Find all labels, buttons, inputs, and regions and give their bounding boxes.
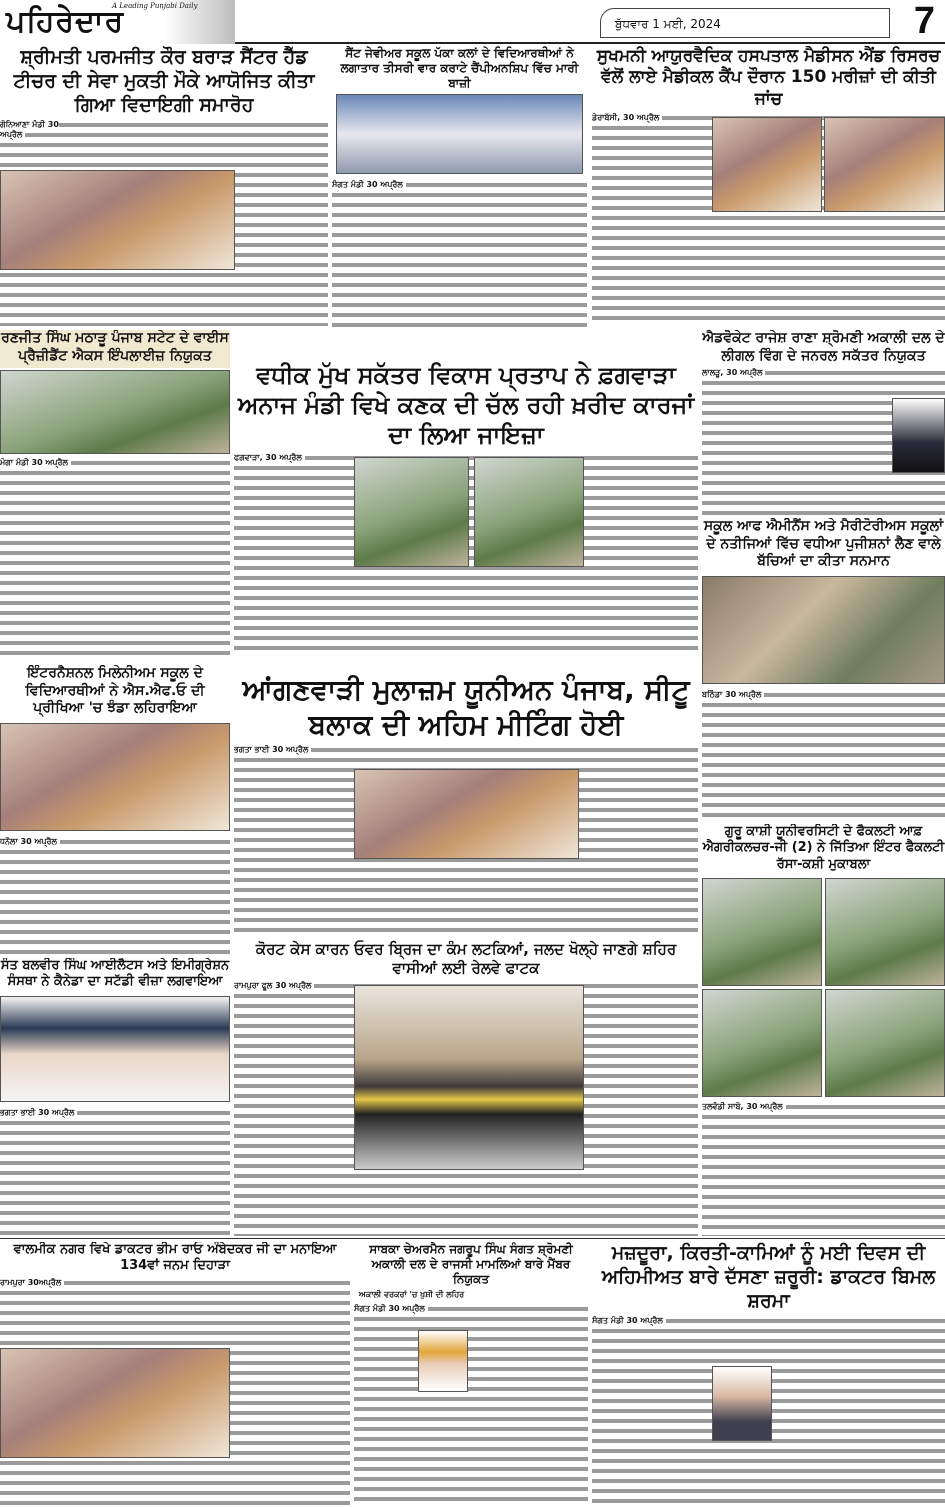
- headline: ਮਜ਼ਦੂਰਾ, ਕਿਰਤੀ-ਕਾਮਿਆਂ ਨੂੰ ਮਈ ਦਿਵਸ ਦੀ ਅਹਿਮੀਅਤ ਬਾਰੇ ਦੱਸਣਾ ਜ਼ਰੂਰੀ: ਡਾਕਟਰ ਬਿਮਲ ਸ਼ਰਮਾ: [592, 1242, 945, 1316]
- page-number: 7: [913, 0, 935, 42]
- article-content: [702, 368, 945, 515]
- article-content: [592, 1316, 945, 1507]
- article-may-day: [592, 1242, 945, 1507]
- article-eminence: [702, 518, 945, 820]
- article-photo: [354, 457, 469, 567]
- dateline: ਲਾਲੜੂ, 30 ਅਪ੍ਰੈਲ: [702, 368, 765, 377]
- dateline: ਬਠਿੰਡਾ 30 ਅਪ੍ਰੈਲ: [702, 690, 764, 699]
- portrait-photo: [418, 1330, 468, 1392]
- headline: ਰਣਜੀਤ ਸਿੰਘ ਮਠਾੜੂ ਪੰਜਾਬ ਸਟੇਟ ਦੇ ਵਾਈਸ ਪ੍ਰੈਜ਼ੀਡੈਂਟ ਐਕਸ ਇੰਪਲਾਈਜ਼ ਨਿਯੁਕਤ: [0, 330, 230, 368]
- dateline: ਰਾਮਪੁਰਾ 30ਅਪ੍ਰੈਲ: [0, 1278, 64, 1287]
- dateline: ਫਗਵਾੜਾ, 30 ਅਪ੍ਰੈਲ: [234, 453, 305, 462]
- issue-date: ਬੁੱਧਵਾਰ 1 ਮਈ, 2024: [600, 8, 890, 38]
- headline: ਆਂਗਣਵਾੜੀ ਮੁਲਾਜ਼ਮ ਯੂਨੀਅਨ ਪੰਜਾਬ, ਸੀਟੂ ਬਲਾਕ ਦੀ ਅਹਿਮ ਮੀਟਿੰਗ ਹੋਈ: [234, 672, 698, 745]
- article-content: [0, 994, 230, 1237]
- article-phagwara: [234, 360, 698, 655]
- article-content: [332, 94, 587, 331]
- article-photo: [474, 457, 584, 567]
- dateline: ਮੋਗਾ ਮੰਡੀ 30 ਅਪ੍ਰੈਲ: [0, 458, 71, 467]
- article-content: [234, 745, 698, 934]
- dateline: ਸੰਗਤ ਮੰਡੀ 30 ਅਪ੍ਰੈਲ: [354, 1304, 428, 1313]
- article-guru-kashi: [702, 824, 945, 1236]
- subheadline: ਅਕਾਲੀ ਵਰਕਰਾਂ 'ਚ ਖੁਸ਼ੀ ਦੀ ਲਹਿਰ: [354, 1290, 469, 1300]
- headline: ਗੁਰੂ ਕਾਸ਼ੀ ਯੂਨੀਵਰਸਿਟੀ ਦੇ ਫੈਕਲਟੀ ਆਫ਼ ਐਗਰੀਕਲਚਰ-ਜੀ (2) ਨੇ ਜਿੱਤਿਆ ਇੰਟਰ ਫੈਕਲਟੀ ਰੱਸਾ-ਕਸ਼ੀ ਮੁਕਾਬਲਾ: [702, 824, 945, 876]
- article-content: [702, 574, 945, 821]
- dateline: ਗੋਨਿਆਣਾ ਮੰਡੀ 30 ਅਪ੍ਰੈਲ: [0, 120, 59, 140]
- headline: ਇੰਟਰਨੈਸ਼ਨਲ ਮਿਲੇਨੀਅਮ ਸਕੂਲ ਦੇ ਵਿਦਿਆਰਥੀਆਂ ਨੇ ਐਸ.ਐਫ.ਓ ਦੀ ਪ੍ਰੀਖਿਆ 'ਚ ਝੰਡਾ ਲਹਿਰਾਇਆ: [0, 665, 230, 721]
- article-photo: [354, 769, 579, 859]
- article-photo: [712, 117, 822, 212]
- article-photo: [824, 117, 945, 212]
- article-photo: [702, 878, 822, 986]
- article-body: [0, 458, 230, 660]
- dateline: ਰਾਮਪੁਰਾ ਫੂਲ 30 ਅਪ੍ਰੈਲ: [234, 981, 314, 990]
- article-content: [354, 1290, 588, 1507]
- headline: ਸਕੂਲ ਆਫ ਐਮੀਨੈਂਸ ਅਤੇ ਮੈਰੀਟੋਰੀਅਸ ਸਕੂਲਾਂ ਦੇ ਨਤੀਜਿਆਂ ਵਿੱਚ ਵਧੀਆ ਪੁਜੀਸ਼ਨਾਂ ਲੈਣ ਵਾਲੇ ਬੱਚਿਆਂ ਦਾ ਕੀਤਾ ਸਨਮਾਨ: [702, 518, 945, 574]
- article-body: [702, 690, 945, 821]
- article-anganwadi: [234, 672, 698, 934]
- article-body: [332, 180, 587, 331]
- portrait-photo: [892, 398, 945, 473]
- headline: ਕੋਰਟ ਕੇਸ ਕਾਰਨ ਓਵਰ ਬ੍ਰਿਜ ਦਾ ਕੰਮ ਲਟਕਿਆਂ, ਜਲਦ ਖੋਲ੍ਹੇ ਜਾਣਗੇ ਸ਼ਹਿਰ ਵਾਸੀਆਂ ਲਈ ਰੇਲਵੇ ਫਾਟਕ: [234, 940, 698, 981]
- headline: ਸੈਂਟ ਜੇਵੀਅਰ ਸਕੂਲ ਪੱਕਾ ਕਲਾਂ ਦੇ ਵਿਦਿਆਰਥੀਆਂ ਨੇ ਲਗਾਤਾਰ ਤੀਸਰੀ ਵਾਰ ਕਰਾਟੇ ਚੈਂਪੀਅਨਸ਼ਿਪ ਵਿੱਚ ਮਾਰੀ ਬਾਜ਼ੀ: [332, 46, 587, 94]
- article-photo: [0, 170, 235, 270]
- article-content: [234, 453, 698, 655]
- article-body: [354, 1304, 588, 1507]
- dateline: ਸੰਗਤ ਮੰਡੀ 30 ਅਪ੍ਰੈਲ: [592, 1316, 666, 1325]
- article-medical-camp: [592, 46, 945, 326]
- headline: ਸ਼੍ਰੀਮਤੀ ਪਰਮਜੀਤ ਕੌਰ ਬਰਾੜ ਸੈਂਟਰ ਹੈੱਡ ਟੀਚਰ ਦੀ ਸੇਵਾ ਮੁਕਤੀ ਮੌਕੇ ਆਯੋਜਿਤ ਕੀਤਾ ਗਿਆ ਵਿਦਾਇਗੀ ਸਮਾਰੋਹ: [0, 46, 328, 120]
- article-content: [234, 981, 698, 1237]
- article-content: [0, 1278, 350, 1507]
- article-content: [0, 721, 230, 956]
- article-photo: [825, 878, 945, 986]
- article-content: [702, 876, 945, 1236]
- newspaper-logo: ਪਹਿਰੇਦਾਰ: [6, 4, 125, 39]
- article-photo: [702, 989, 822, 1097]
- article-content: [0, 120, 328, 326]
- article-mathadu: [0, 330, 230, 660]
- article-rajesh-rana: [702, 330, 945, 515]
- article-photo: [0, 996, 230, 1102]
- article-body: [0, 837, 230, 956]
- headline: ਐਡਵੋਕੇਟ ਰਾਜੇਸ਼ ਰਾਣਾ ਸ਼੍ਰੋਮਣੀ ਅਕਾਲੀ ਦਲ ਦੇ ਲੀਗਲ ਵਿੰਗ ਦੇ ਜਨਰਲ ਸਕੱਤਰ ਨਿਯੁਕਤ: [702, 330, 945, 368]
- portrait-photo: [712, 1366, 772, 1441]
- headline: ਸੰਤ ਬਲਵੀਰ ਸਿੰਘ ਆਈਲੈਟਸ ਅਤੇ ਇਮੀਗ੍ਰੇਸ਼ਨ ਸੰਸਥਾ ਨੇ ਕੈਨੇਡਾ ਦਾ ਸਟੱਡੀ ਵੀਜ਼ਾ ਲਗਵਾਇਆ: [0, 958, 230, 994]
- dateline: ਧਨੌਲਾ 30 ਅਪ੍ਰੈਲ: [0, 837, 60, 846]
- dateline: ਭਗਤਾ ਭਾਈ 30 ਅਪ੍ਰੈਲ: [0, 1108, 77, 1117]
- dateline: ਸੰਗਤ ਮੰਡੀ 30 ਅਪ੍ਰੈਲ: [332, 180, 406, 189]
- railway-crossing-photo: [354, 985, 584, 1170]
- tagline: A Leading Punjabi Daily: [112, 2, 198, 10]
- divider: [0, 1238, 945, 1239]
- headline: ਸਾਬਕਾ ਚੇਅਰਮੈਨ ਜਗਰੂਪ ਸਿੰਘ ਸੰਗਤ ਸ਼੍ਰੋਮਣੀ ਅਕਾਲੀ ਦਲ ਦੇ ਰਾਜਸੀ ਮਾਮਲਿਆਂ ਬਾਰੇ ਮੈਂਬਰ ਨਿਯੁਕਤ: [354, 1242, 588, 1290]
- article-photo: [336, 94, 583, 174]
- dateline: ਤਲਵੰਡੀ ਸਾਬੋ, 30 ਅਪ੍ਰੈਲ: [702, 1102, 786, 1111]
- article-study-visa: [0, 958, 230, 1236]
- article-photo: [0, 723, 230, 831]
- article-jagroop: [354, 1242, 588, 1507]
- headline: ਵਾਲਮੀਕ ਨਗਰ ਵਿਖੇ ਡਾਕਟਰ ਭੀਮ ਰਾਓ ਅੰਬੇਦਕਰ ਜੀ ਦਾ ਮਨਾਇਆ 134ਵਾਂ ਜਨਮ ਦਿਹਾੜਾ: [0, 1242, 350, 1278]
- article-overbridge: [234, 940, 698, 1236]
- article-karate: [332, 46, 587, 331]
- masthead: [0, 0, 945, 44]
- article-content: [592, 113, 945, 326]
- article-farewell: [0, 46, 328, 326]
- article-ambedkar: [0, 1242, 350, 1507]
- dateline: ਡੇਰਾਬੱਸੀ, 30 ਅਪ੍ਰੈਲ: [592, 113, 662, 122]
- article-content: [0, 368, 230, 660]
- article-body: [0, 1108, 230, 1237]
- article-millennium: [0, 665, 230, 955]
- article-photo: [0, 1348, 230, 1458]
- headline: ਵਧੀਕ ਮੁੱਖ ਸਕੱਤਰ ਵਿਕਾਸ ਪ੍ਰਤਾਪ ਨੇ ਫ਼ਗਵਾੜਾ ਅਨਾਜ ਮੰਡੀ ਵਿਖੇ ਕਣਕ ਦੀ ਚੱਲ ਰਹੀ ਖ਼ਰੀਦ ਕਾਰਜਾਂ ਦਾ ਲਿਆ ਜਾਇਜ਼ਾ: [234, 360, 698, 453]
- article-body: [702, 1102, 945, 1236]
- article-photo: [702, 576, 945, 684]
- article-photo: [825, 989, 945, 1097]
- headline: ਸੁਖਮਨੀ ਆਯੁਰਵੈਦਿਕ ਹਸਪਤਾਲ ਮੈਡੀਸਨ ਐਂਡ ਰਿਸਰਚ ਵੱਲੋਂ ਲਾਏ ਮੈਡੀਕਲ ਕੈਂਪ ਦੌਰਾਨ 150 ਮਰੀਜ਼ਾਂ ਦੀ ਕੀਤੀ ਜਾਂਚ: [592, 46, 945, 113]
- dateline: ਭਗਤਾ ਭਾਈ 30 ਅਪ੍ਰੈਲ: [234, 745, 311, 754]
- article-photo: [0, 370, 230, 454]
